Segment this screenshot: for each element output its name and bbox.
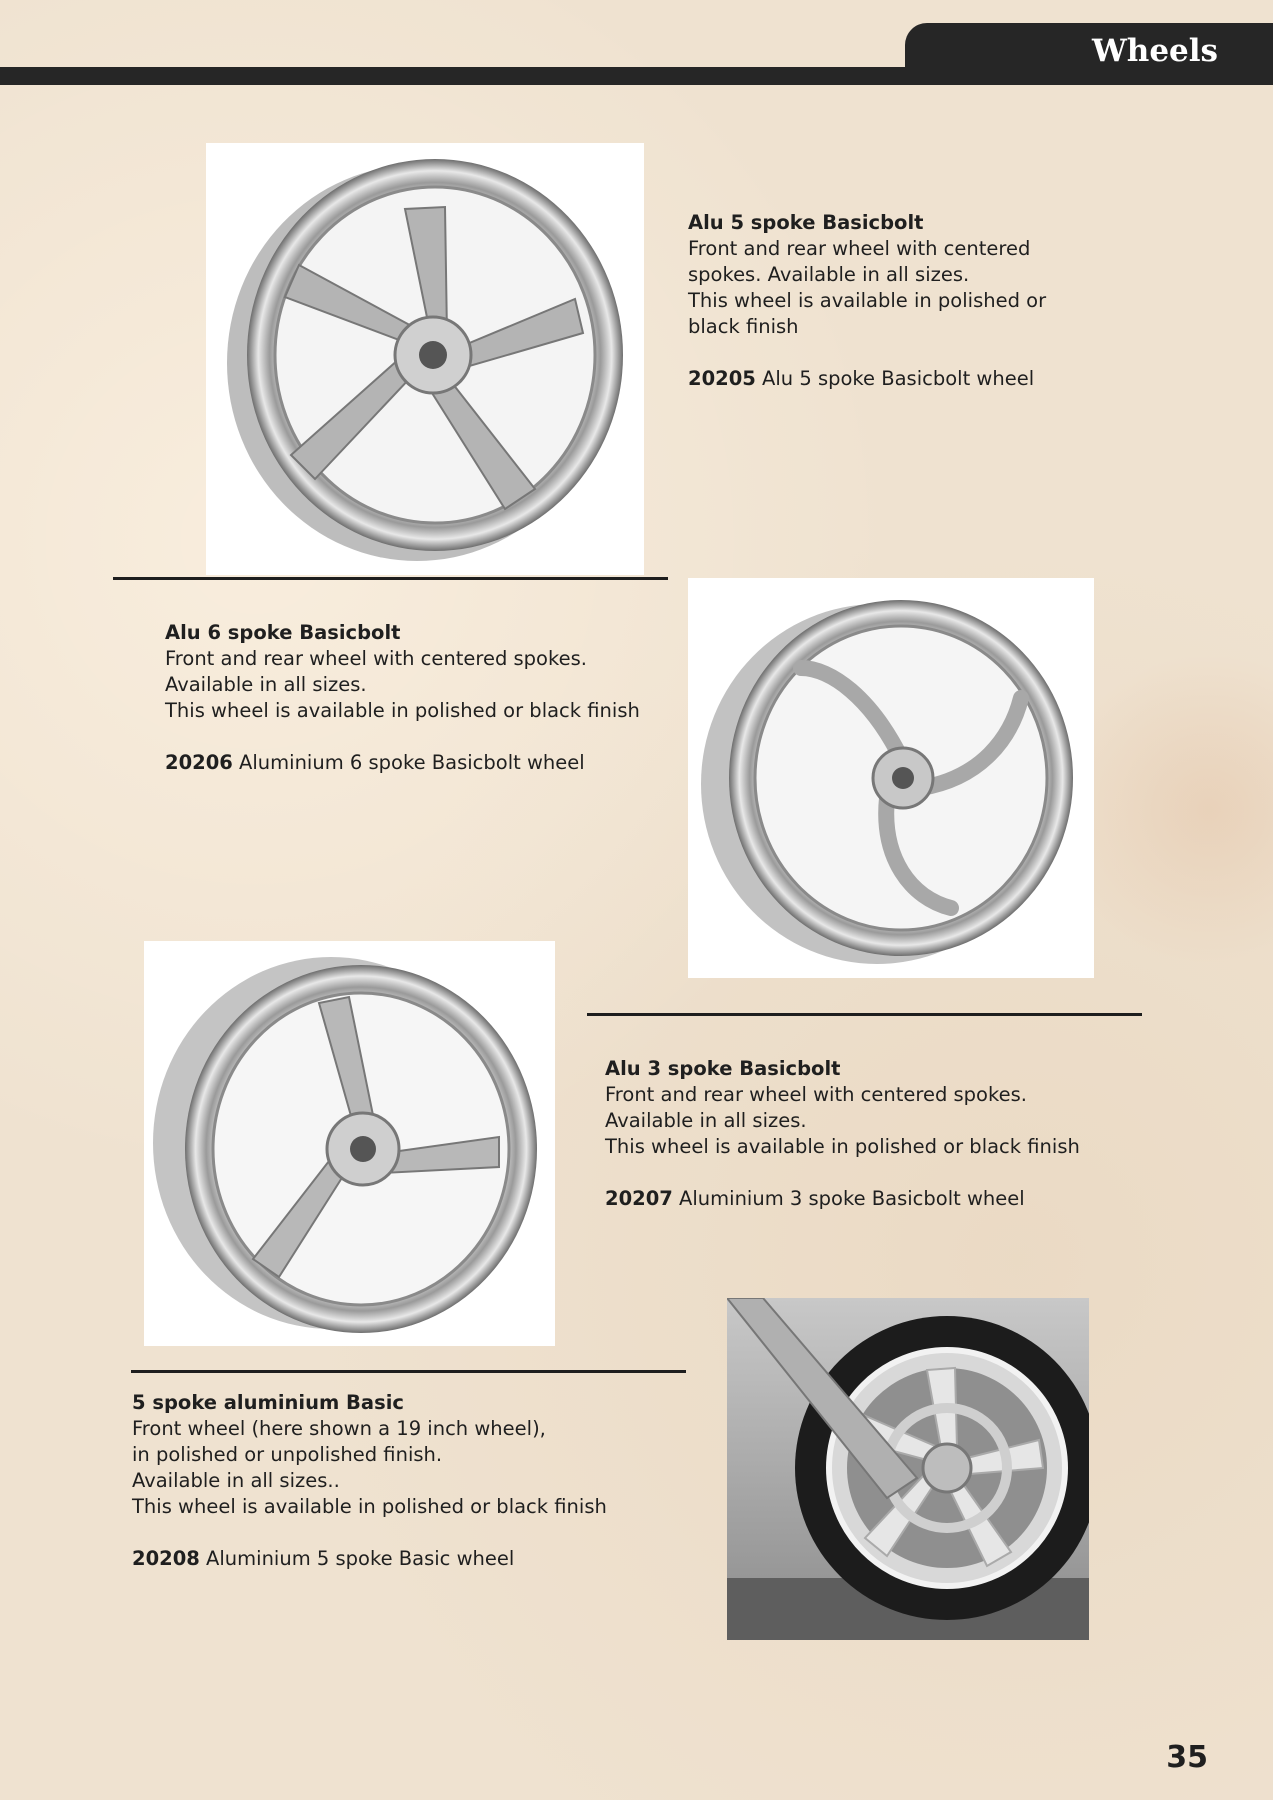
product-text-line: This wheel is available in polished or black finish [132,1495,607,1518]
wheel-3-spoke-image [152,946,547,1341]
product-title: Alu 3 spoke Basicbolt [605,1057,841,1080]
product-text-line: in polished or unpolished finish. [132,1443,443,1466]
product-code: 20207 [605,1187,673,1210]
product-code-description: Aluminium 6 spoke Basicbolt wheel [239,751,585,774]
product-text-line: This wheel is available in polished or [688,289,1047,312]
divider [587,1013,1142,1016]
wheel-photo-5-spoke [206,143,644,575]
product-text-line: Available in all sizes.. [132,1469,340,1492]
divider [131,1370,686,1373]
product-description-20208 [132,1390,607,1572]
wheel-photo-front-mounted [727,1298,1089,1640]
product-code-description: Aluminium 5 spoke Basic wheel [206,1547,515,1570]
wheel-6-spoke-image [696,583,1086,973]
product-title: Alu 5 spoke Basicbolt [688,211,924,234]
product-description-20207 [605,1056,1080,1212]
product-code-description: Aluminium 3 spoke Basicbolt wheel [679,1187,1025,1210]
product-description-20205 [688,210,1046,392]
product-title: Alu 6 spoke Basicbolt [165,621,401,644]
product-text-line: This wheel is available in polished or black finish [605,1135,1080,1158]
product-text-line: Available in all sizes. [605,1109,807,1132]
divider [113,577,668,580]
product-text-line: Front and rear wheel with centered [688,237,1031,260]
product-code: 20206 [165,751,233,774]
product-code: 20205 [688,367,756,390]
product-text-line: black finish [688,315,799,338]
product-title: 5 spoke aluminium Basic [132,1391,404,1414]
page-number: 35 [1166,1740,1208,1775]
section-title: Wheels [1091,33,1218,69]
product-text-line: This wheel is available in polished or black finish [165,699,640,722]
product-text-line: spokes. Available in all sizes. [688,263,970,286]
product-code-description: Alu 5 spoke Basicbolt wheel [762,367,1035,390]
product-text-line: Available in all sizes. [165,673,367,696]
section-tab [905,23,1273,85]
product-text-line: Front and rear wheel with centered spokes. [605,1083,1027,1106]
product-text-line: Front and rear wheel with centered spokes. [165,647,587,670]
product-description-20206 [165,620,640,776]
wheel-photo-6-spoke [688,578,1094,978]
wheel-5-spoke-image [215,149,635,569]
front-wheel-bike-image [727,1298,1089,1640]
wheel-photo-3-spoke [144,941,555,1346]
product-code: 20208 [132,1547,200,1570]
product-text-line: Front wheel (here shown a 19 inch wheel), [132,1417,546,1440]
